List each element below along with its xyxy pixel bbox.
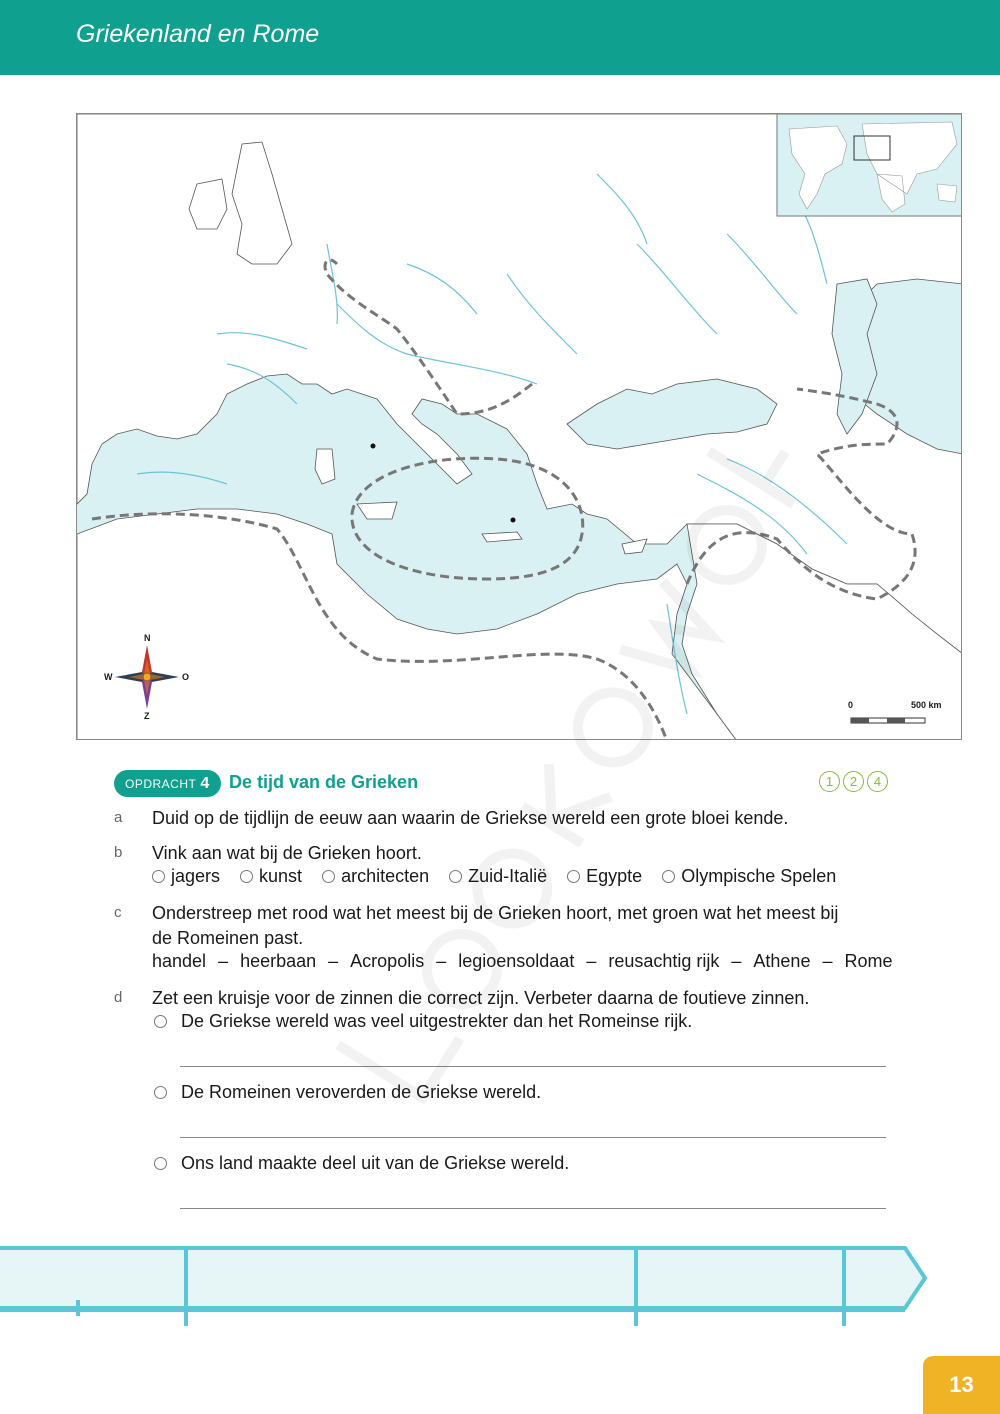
question-a-text: Duid op de tijdlijn de eeuw aan waarin de Griekse wereld een grote bloei kende. <box>152 808 789 828</box>
goal-marker: 4 <box>867 771 888 792</box>
assignment-number: 4 <box>200 775 210 792</box>
assignment-title: De tijd van de Grieken <box>229 772 419 792</box>
option-label: architecten <box>341 866 430 886</box>
assignment-badge <box>114 770 221 797</box>
statement-2[interactable] <box>154 1082 541 1103</box>
timeline[interactable] <box>0 1240 1000 1330</box>
option-olympische-spelen[interactable] <box>662 866 836 887</box>
option-label: kunst <box>259 866 303 886</box>
word-separator: – <box>822 951 833 971</box>
word-heerbaan[interactable]: heerbaan <box>240 951 317 971</box>
radio-circle[interactable] <box>567 870 580 883</box>
option-egypte[interactable] <box>567 866 642 887</box>
map-drawing <box>77 114 962 740</box>
statement-text: Ons land maakte deel uit van de Griekse wereld. <box>181 1153 570 1173</box>
word-legioensoldaat[interactable]: legioensoldaat <box>458 951 575 971</box>
page-header <box>0 0 1000 75</box>
word-handel[interactable]: handel <box>152 951 207 971</box>
option-kunst[interactable] <box>240 866 302 887</box>
question-c-line1: Onderstreep met rood wat het meest bij de Grieken hoort, met groen wat het meest bij <box>152 903 839 923</box>
question-c-line2: de Romeinen past. <box>152 928 304 948</box>
question-a-letter: a <box>114 809 123 826</box>
compass-n: N <box>144 633 151 643</box>
page-number: 13 <box>923 1356 1000 1414</box>
radio-circle[interactable] <box>449 870 462 883</box>
word-separator: – <box>328 951 339 971</box>
question-c-words <box>152 951 893 972</box>
option-zuid-italie[interactable] <box>449 866 547 887</box>
chapter-title: Griekenland en Rome <box>76 20 320 48</box>
goal-marker: 1 <box>819 771 840 792</box>
answer-line[interactable] <box>180 1208 886 1209</box>
option-label: Egypte <box>586 866 643 886</box>
assignment-header <box>114 770 888 798</box>
question-b-letter: b <box>114 844 123 861</box>
option-jagers[interactable] <box>152 866 220 887</box>
word-rome[interactable]: Rome <box>844 951 893 971</box>
radio-circle[interactable] <box>322 870 335 883</box>
question-d-text: Zet een kruisje voor de zinnen die correct zijn. Verbeter daarna de foutieve zinnen. <box>152 988 810 1008</box>
question-d-letter: d <box>114 989 123 1006</box>
question-c-letter: c <box>114 904 122 921</box>
statement-3[interactable] <box>154 1153 569 1174</box>
answer-line[interactable] <box>180 1137 886 1138</box>
checkbox-circle[interactable] <box>154 1015 167 1028</box>
word-reusachtig-rijk[interactable]: reusachtig rijk <box>608 951 720 971</box>
statement-text: De Griekse wereld was veel uitgestrekter dan het Romeinse rijk. <box>181 1011 693 1031</box>
statement-1[interactable] <box>154 1011 692 1032</box>
compass-e: O <box>182 672 190 682</box>
rome-dot <box>371 444 376 449</box>
word-separator: – <box>586 951 597 971</box>
word-separator: – <box>436 951 447 971</box>
question-b-options <box>152 866 836 887</box>
option-label: Olympische Spelen <box>681 866 837 886</box>
option-label: Zuid-Italië <box>468 866 548 886</box>
answer-line[interactable] <box>180 1066 886 1067</box>
scale-start: 0 <box>848 700 854 710</box>
radio-circle[interactable] <box>662 870 675 883</box>
goal-markers <box>819 771 888 792</box>
radio-circle[interactable] <box>240 870 253 883</box>
athens-dot <box>511 518 516 523</box>
compass-s: Z <box>144 711 150 721</box>
scale-bar <box>851 718 925 723</box>
scale-end: 500 km <box>911 700 942 710</box>
word-separator: – <box>218 951 229 971</box>
goal-marker: 2 <box>843 771 864 792</box>
badge-label: OPDRACHT <box>125 777 197 791</box>
radio-circle[interactable] <box>152 870 165 883</box>
checkbox-circle[interactable] <box>154 1086 167 1099</box>
statement-text: De Romeinen veroverden de Griekse wereld. <box>181 1082 542 1102</box>
question-b-text: Vink aan wat bij de Grieken hoort. <box>152 843 422 863</box>
map-figure <box>76 113 962 740</box>
option-architecten[interactable] <box>322 866 429 887</box>
checkbox-circle[interactable] <box>154 1157 167 1170</box>
word-acropolis[interactable]: Acropolis <box>350 951 425 971</box>
compass-w: W <box>104 672 113 682</box>
option-label: jagers <box>171 866 221 886</box>
word-athene[interactable]: Athene <box>753 951 811 971</box>
word-separator: – <box>731 951 742 971</box>
